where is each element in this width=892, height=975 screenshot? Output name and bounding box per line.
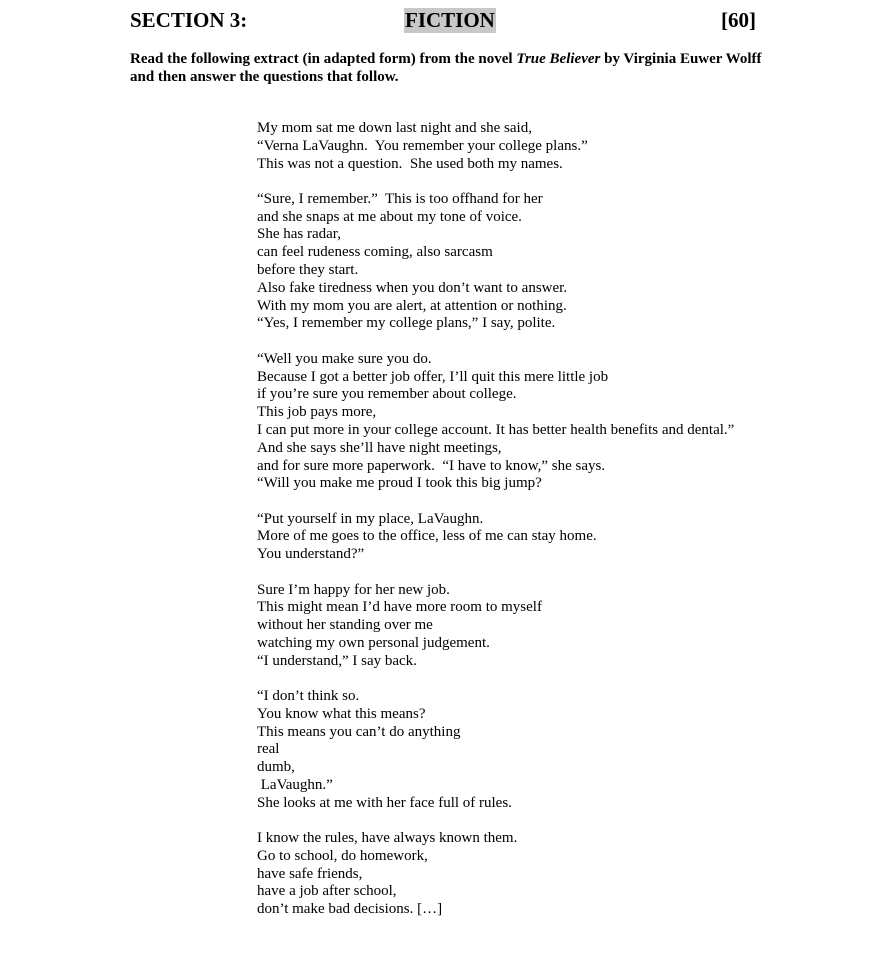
extract-line: This means you can’t do anything [257,723,461,740]
extract-line: “Yes, I remember my college plans,” I say, polite. [257,315,556,332]
extract-line: Also fake tiredness when you don’t want to answer. [257,279,568,296]
instructions [130,50,770,86]
extract-line: “Well you make sure you do. [257,350,432,367]
extract-line: LaVaughn.” [257,777,333,793]
extract-line: She has radar, [257,226,341,243]
extract-line: Go to school, do homework, [257,847,428,864]
instructions-text-after: by Virginia Euwer Wolff and then answer the questions that follow. [130,51,762,85]
section-marks: [60] [721,8,756,32]
stanza [257,830,877,919]
extract-line: This might mean I’d have more room to myself [257,599,542,616]
stanza-gap [257,173,877,191]
extract-line: You know what this means? [257,705,426,722]
stanza-gap [257,493,877,511]
section-header [130,8,756,36]
extract-line: “Verna LaVaughn. You remember your college plans.” [257,137,588,154]
stanza [257,688,877,813]
novel-extract [257,120,877,919]
instructions-text-before: Read the following extract (in adapted form) from the novel [130,51,517,67]
extract-line: don’t make bad decisions. […] [257,901,443,918]
extract-line: “I don’t think so. [257,688,360,705]
extract-line: I can put more in your college account. It has better health benefits and dental.” [257,421,735,438]
extract-line: have a job after school, [257,883,397,900]
extract-line: dumb, [257,759,295,776]
stanza-gap [257,564,877,582]
stanza [257,120,877,173]
extract-line: before they start. [257,262,359,279]
extract-line: “I understand,” I say back. [257,652,417,669]
stanza-gap [257,333,877,351]
extract-line: “Put yourself in my place, LaVaughn. [257,510,484,527]
stanza [257,582,877,671]
section-number: SECTION 3: [130,8,248,32]
extract-line: She looks at me with her face full of rules. [257,794,512,811]
extract-line: and she snaps at me about my tone of voice. [257,208,522,225]
extract-line: I know the rules, have always known them. [257,830,518,847]
extract-line: This job pays more, [257,404,377,421]
extract-line: without her standing over me [257,617,433,634]
extract-line: watching my own personal judgement. [257,634,490,651]
extract-line: You understand?” [257,546,365,563]
extract-line: This was not a question. She used both my names. [257,155,563,172]
extract-line: and for sure more paperwork. “I have to know,” she says. [257,457,606,474]
extract-line: real [257,741,280,758]
extract-line: Sure I’m happy for her new job. [257,581,450,598]
stanza-gap [257,671,877,689]
extract-line: And she says she’ll have night meetings, [257,439,502,456]
extract-line: if you’re sure you remember about college. [257,386,517,403]
extract-line: With my mom you are alert, at attention or nothing. [257,297,567,314]
extract-line: More of me goes to the office, less of me can stay home. [257,528,597,545]
book-title: True Believer [516,51,601,67]
stanza [257,191,877,333]
extract-line: can feel rudeness coming, also sarcasm [257,244,493,261]
extract-line: My mom sat me down last night and she said, [257,120,532,136]
section-title: FICTION [405,8,495,32]
stanza [257,511,877,564]
extract-line: have safe friends, [257,865,363,882]
extract-line: “Sure, I remember.” This is too offhand for her [257,190,543,207]
extract-line: “Will you make me proud I took this big jump? [257,475,542,492]
stanza-gap [257,813,877,831]
stanza [257,351,877,493]
extract-line: Because I got a better job offer, I’ll quit this mere little job [257,368,609,385]
